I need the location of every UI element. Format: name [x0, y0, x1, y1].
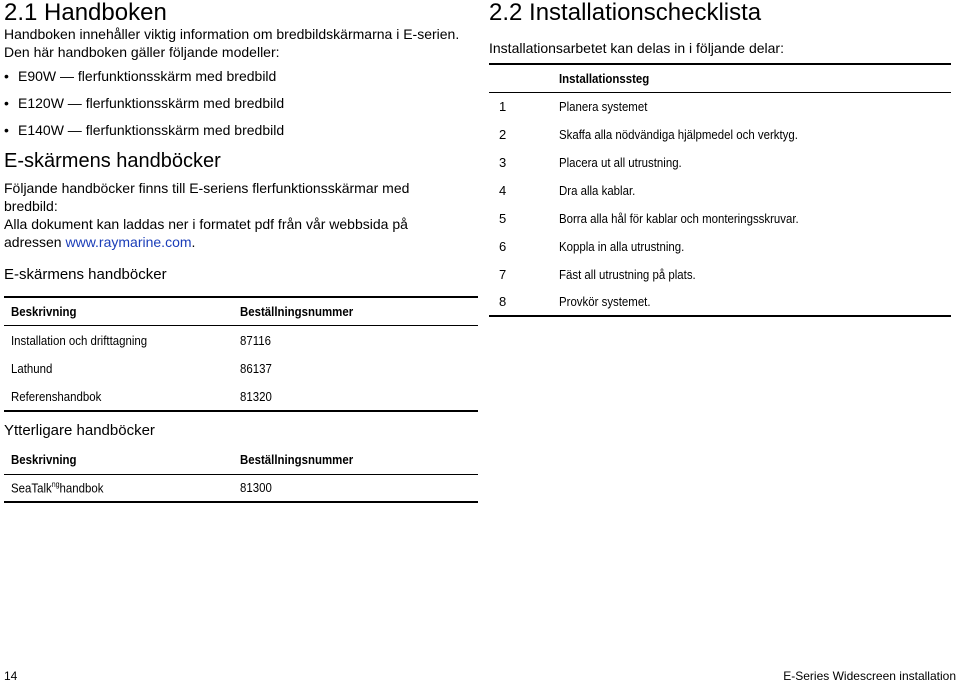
table-header-row: [489, 64, 951, 92]
table-header-row: [4, 297, 478, 326]
bullet-icon: •: [4, 122, 9, 138]
column-header: Beställningsnummer: [240, 452, 354, 468]
table-row: [4, 383, 478, 412]
download-paragraph: Alla dokument kan laddas ner i formatet pdf från vår webbsida på adressen www.raymarine.com.: [4, 216, 408, 250]
table-row: [4, 474, 478, 502]
list-item: • E120W — flerfunktionsskärm med bredbild: [4, 95, 285, 111]
table-cell: 81320: [240, 388, 272, 404]
section-heading-checklist: 2.2 Installationschecklista: [489, 0, 762, 26]
models-intro: Den här handboken gäller följande modeller:: [4, 44, 280, 60]
column-header: Beställningsnummer: [240, 304, 354, 319]
table-row: 6 Koppla in alla utrustning.: [499, 238, 685, 254]
section-heading-handboken: 2.1 Handboken: [4, 0, 167, 26]
table-cell: Referenshandbok: [11, 388, 102, 404]
right-column: [489, 0, 955, 317]
list-item: • E90W — flerfunktionsskärm med bredbild: [4, 68, 277, 84]
table-row: 3 Placera ut all utrustning.: [499, 154, 682, 170]
table-row: 1 Planera systemet: [499, 98, 648, 114]
subsection-heading: E-skärmens handböcker: [4, 150, 221, 172]
column-header: Installationssteg: [559, 70, 650, 86]
table-row: 4 Dra alla kablar.: [499, 182, 636, 198]
intro-paragraph: Handboken innehåller viktig information om bredbildskärmarna i E-serien.: [4, 26, 460, 42]
table-cell: 87116: [240, 332, 271, 348]
table-row: 2 Skaffa alla nödvändiga hjälpmedel och verktyg.: [499, 126, 798, 142]
table-cell: Installation och drifttagning: [11, 332, 148, 348]
table-row: 7 Fäst all utrustning på plats.: [499, 266, 696, 282]
page-number: 14: [4, 669, 18, 683]
list-item: • E140W — flerfunktionsskärm med bredbild: [4, 122, 285, 138]
docs-table: [4, 296, 478, 412]
docs-table-title: E-skärmens handböcker: [4, 266, 167, 283]
steps-table: [489, 63, 951, 317]
table-cell: 81300: [240, 480, 272, 496]
table-cell: SeaTalk$^{ng}$handbok: [11, 480, 104, 496]
table-row: 8 Provkör systemet.: [499, 294, 651, 309]
table-header-row: [4, 446, 478, 474]
table-row: [4, 326, 478, 355]
models-list: [4, 67, 466, 139]
bullet-icon: •: [4, 68, 9, 84]
table-cell: Lathund: [11, 360, 53, 376]
table-row: 5 Borra alla hål för kablar och monteringsskruvar.: [499, 210, 799, 226]
left-column: [4, 0, 466, 503]
more-table: [4, 446, 478, 503]
bullet-icon: •: [4, 95, 9, 111]
column-header: Beskrivning: [11, 452, 77, 468]
table-cell: 86137: [240, 360, 272, 376]
website-link[interactable]: www.raymarine.com: [65, 234, 192, 250]
table-row: [4, 354, 478, 383]
footer-title: E-Series Widescreen installation: [783, 669, 956, 683]
checklist-intro: Installationsarbetet kan delas in i följande delar:: [489, 40, 784, 56]
manuals-paragraph: Följande handböcker finns till E-seriens flerfunktionsskärmar med bredbild:: [4, 180, 410, 214]
more-table-title: Ytterligare handböcker: [4, 422, 155, 439]
column-header: Beskrivning: [11, 304, 77, 319]
